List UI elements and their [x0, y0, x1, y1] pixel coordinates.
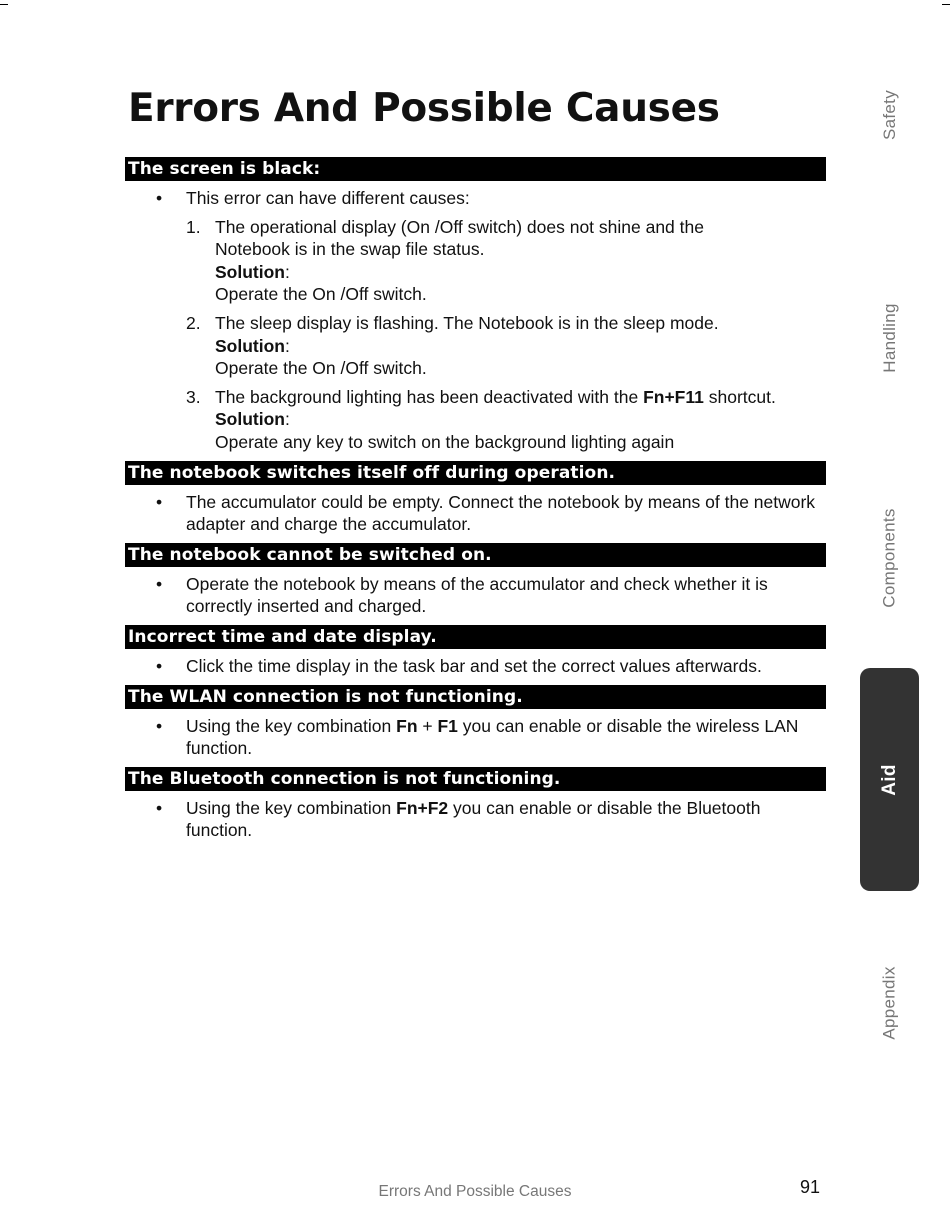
- step-text: shortcut.: [703, 386, 776, 407]
- bullet-icon: •: [156, 573, 163, 594]
- section-heading-cannot-switch-on: The notebook cannot be switched on.: [125, 543, 826, 567]
- solution-label: Solution: [215, 409, 285, 430]
- list-item: [125, 187, 826, 454]
- side-tab-label: Aid: [878, 763, 900, 796]
- section-list-switches-off: [125, 491, 826, 536]
- step-number: 3.: [186, 386, 201, 407]
- bullet-icon: •: [156, 491, 163, 512]
- section-heading-screen-black: The screen is black:: [125, 157, 826, 181]
- solution-label: Solution: [215, 261, 285, 282]
- bullet-icon: •: [156, 797, 163, 818]
- item-text: you can enable or disable the wireless LAN function.: [186, 715, 799, 759]
- step-text: The background lighting has been deactivated with the: [215, 386, 644, 407]
- item-text: This error can have different causes:: [186, 188, 470, 208]
- side-tab-components[interactable]: [860, 495, 919, 620]
- list-item: [125, 715, 826, 760]
- page-title: Errors And Possible Causes: [128, 86, 720, 131]
- item-text: Operate the notebook by means of the accumulator and check whether it is correctly inserted and charged.: [186, 573, 768, 617]
- section-heading-wlan: The WLAN connection is not functioning.: [125, 685, 826, 709]
- section-list-time-date: [125, 655, 826, 678]
- step-item: 3. The background lighting has been deactivated with the Fn+F11 shortcut. Solution: Operate any key to switch on the background lighting again: [186, 386, 776, 452]
- key-shortcut: Fn: [396, 715, 418, 736]
- key-shortcut: F1: [437, 715, 458, 736]
- side-tab-aid[interactable]: [860, 668, 919, 891]
- bullet-icon: •: [156, 188, 163, 208]
- section-heading-switches-off: The notebook switches itself off during operation.: [125, 461, 826, 485]
- solution-text: Operate the On /Off switch.: [215, 358, 427, 379]
- page-number: 91: [800, 1177, 821, 1197]
- item-text: +: [417, 715, 438, 736]
- side-tab-label: Handling: [879, 302, 899, 373]
- step-number: 1.: [186, 216, 201, 237]
- side-tab-label: Safety: [879, 90, 899, 140]
- item-text: you can enable or disable the Bluetooth function.: [186, 797, 761, 841]
- solution-text: Operate the On /Off switch.: [215, 284, 427, 305]
- section-heading-bluetooth: The Bluetooth connection is not functioning.: [125, 767, 826, 791]
- list-item: [125, 655, 826, 678]
- step-number: 2.: [186, 312, 201, 333]
- solution-label: Solution: [215, 335, 285, 356]
- list-item: [125, 491, 826, 536]
- item-text: Click the time display in the task bar and set the correct values afterwards.: [186, 655, 762, 676]
- section-heading-time-date: Incorrect time and date display.: [125, 625, 826, 649]
- side-tab-label: Appendix: [879, 965, 899, 1040]
- key-shortcut: Fn+F2: [396, 797, 449, 818]
- section-list-cannot-switch-on: [125, 573, 826, 618]
- item-text: Using the key combination: [186, 715, 397, 736]
- side-tab-appendix[interactable]: [860, 955, 919, 1050]
- solution-text: Operate any key to switch on the background lighting again: [215, 431, 675, 452]
- cause-steps: [186, 216, 826, 454]
- key-shortcut: Fn+F11: [643, 386, 704, 407]
- item-text: The accumulator could be empty. Connect the notebook by means of the network adapter and charge the accumulator.: [186, 491, 816, 535]
- section-list-bluetooth: [125, 797, 826, 842]
- crop-mark-top-right-h: [942, 4, 950, 5]
- side-tab-handling[interactable]: [860, 290, 919, 385]
- side-tab-label: Components: [879, 507, 899, 608]
- step-item: 2. The sleep display is flashing. The Notebook is in the sleep mode. Solution: Operate the On /Off switch.: [186, 312, 719, 379]
- section-list-wlan: [125, 715, 826, 760]
- side-tab-safety[interactable]: [860, 70, 919, 160]
- item-text: Using the key combination: [186, 797, 397, 818]
- crop-mark-top-left-h: [0, 4, 8, 5]
- step-item: 1. The operational display (On /Off switch) does not shine and the Notebook is in the swap file status. Solution: Operate the On /Off switch.: [186, 216, 704, 305]
- section-list-screen-black: [125, 187, 826, 454]
- step-text: The operational display (On /Off switch) does not shine and the: [215, 216, 704, 237]
- list-item: [125, 573, 826, 618]
- bullet-icon: •: [156, 655, 163, 676]
- step-text: The sleep display is flashing. The Notebook is in the sleep mode.: [215, 312, 719, 333]
- step-text: Notebook is in the swap file status.: [215, 239, 485, 260]
- page-content: [125, 157, 826, 849]
- list-item: [125, 797, 826, 842]
- running-footer: Errors And Possible Causes: [378, 1183, 572, 1200]
- bullet-icon: •: [156, 715, 163, 736]
